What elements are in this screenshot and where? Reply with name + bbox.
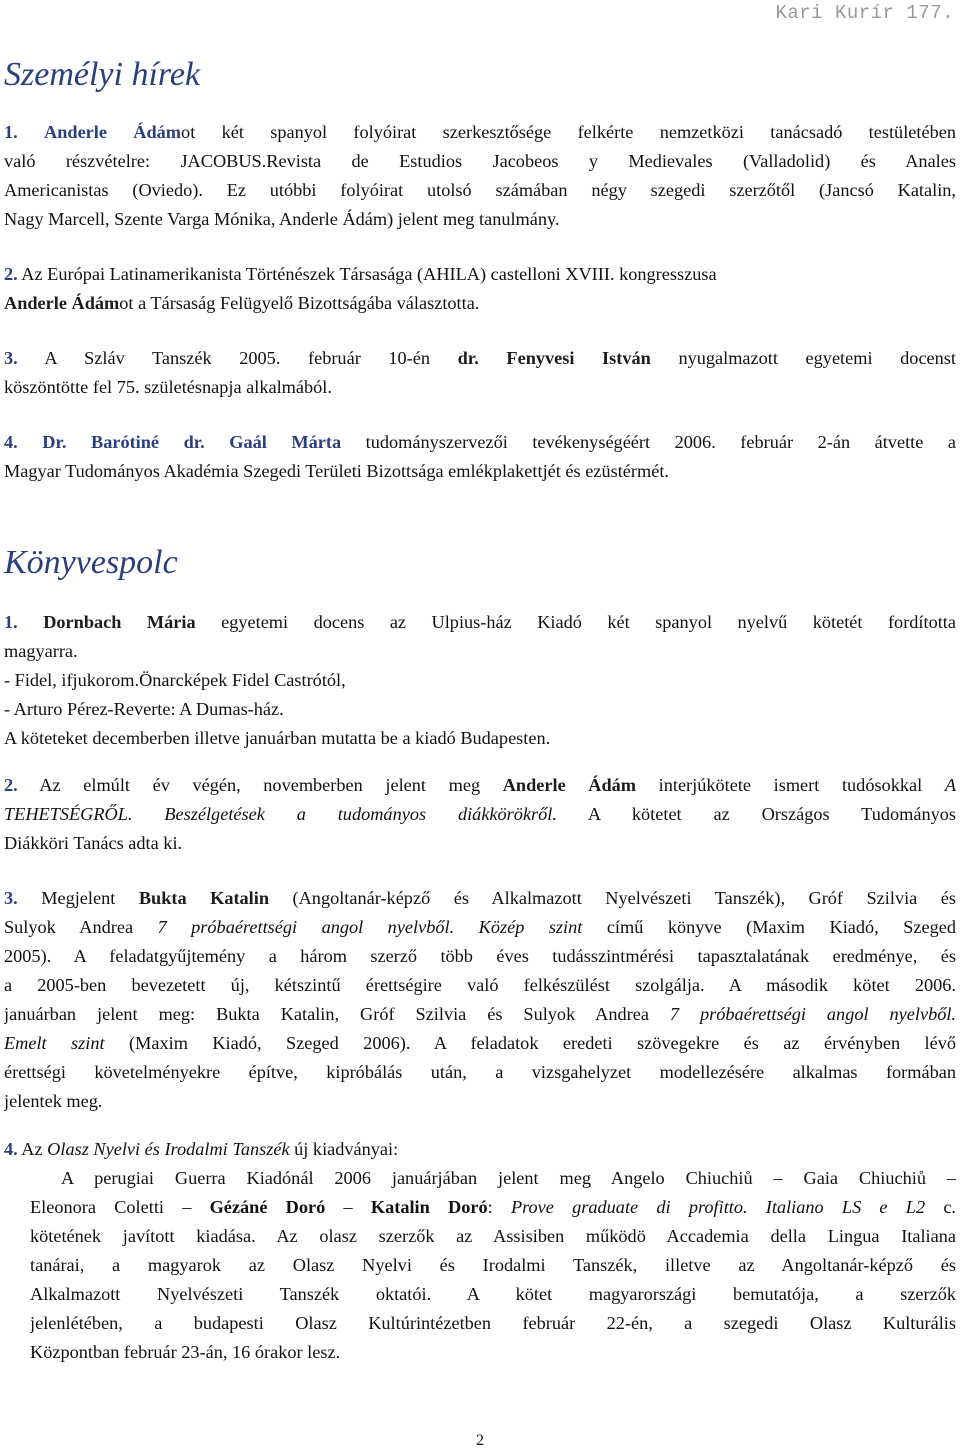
text: A kötetet az Országos Tudományos bbox=[556, 804, 956, 824]
section-title-bookshelf: Könyvespolc bbox=[4, 544, 178, 581]
text-line: Alkalmazott Nyelvészeti Tanszék oktatói. A kötet magyarországi bemutatója, a szerzők bbox=[30, 1284, 956, 1304]
text-line: való részvételre: JACOBUS.Revista de Estudios Jacobeos y Medievales (Valladolid) és Anales bbox=[4, 151, 956, 171]
text: ot a Társaság Felügyelő Bizottságába választotta. bbox=[119, 293, 480, 313]
text: c. bbox=[925, 1197, 956, 1217]
text-line: érettségi követelményekre építve, kipróbálás után, a vizsgahelyzet modellezésére alkalmas formában bbox=[4, 1062, 956, 1082]
page-number: 2 bbox=[476, 1432, 484, 1449]
text: egyetemi docens az Ulpius-ház Kiadó két spanyol nyelvű kötetét fordította bbox=[195, 612, 956, 632]
news-item-3 bbox=[4, 344, 956, 402]
text: Eleonora Coletti – bbox=[30, 1197, 210, 1217]
book-item-2 bbox=[4, 771, 956, 858]
text: Az Európai Latinamerikanista Történészek Társasága (AHILA) castelloni XVIII. kongresszusa bbox=[21, 264, 717, 284]
text-line: jelentek meg. bbox=[4, 1091, 103, 1111]
person-name: Gézáné Doró bbox=[209, 1197, 326, 1217]
section-title-personal-news: Személyi hírek bbox=[4, 56, 201, 93]
person-name: Dr. Barótiné dr. Gaál Márta bbox=[42, 432, 342, 452]
text-line: köszöntötte fel 75. születésnapja alkalmából. bbox=[4, 377, 332, 397]
book-item-1 bbox=[4, 608, 956, 753]
book-item-3 bbox=[4, 884, 956, 1116]
department-name: Olasz Nyelvi és Irodalmi Tanszék bbox=[47, 1139, 290, 1159]
person-name: Katalin Doró bbox=[370, 1197, 488, 1217]
item-number: 1. bbox=[4, 122, 18, 142]
book-item-4-heading bbox=[4, 1135, 956, 1164]
book-title: 7 próbaérettségi angol nyelvből. Közép szint bbox=[157, 917, 583, 937]
person-name: Anderle Ádám bbox=[4, 293, 120, 313]
book-title: TEHETSÉGRŐL. Beszélgetések a tudományos diákkörökről. bbox=[4, 804, 557, 824]
text-line: kötetének javított kiadása. Az olasz szerzők az Assisiben működö Accademia della Lingua Italiana bbox=[30, 1226, 956, 1246]
item-number: 4. bbox=[4, 432, 18, 452]
item-number: 2. bbox=[4, 775, 18, 795]
text: tudományszervezői tevékenységéért 2006. február 2-án átvette a bbox=[341, 432, 956, 452]
text-line: - Arturo Pérez-Reverte: A Dumas-ház. bbox=[4, 699, 284, 719]
person-name: Anderle Ádám bbox=[502, 775, 637, 795]
text: (Maxim Kiadó, Szeged 2006). A feladatok eredeti szövegekre és az érvényben lévő bbox=[104, 1033, 956, 1053]
text: ot két spanyol folyóirat szerkesztősége felkérte nemzetközi tanácsadó testületében bbox=[181, 122, 956, 142]
book-title: Prove graduate di profitto. Italiano LS e L2 bbox=[510, 1197, 926, 1217]
person-name: Anderle Ádám bbox=[44, 122, 182, 142]
item-number: 3. bbox=[4, 888, 18, 908]
text-line: A perugiai Guerra Kiadónál 2006 januárjában jelent meg Angelo Chiuchiů – Gaia Chiuchiů – bbox=[61, 1168, 956, 1188]
text: új kiadványai: bbox=[289, 1139, 399, 1159]
book-title: 7 próbaérettségi angol nyelvből. bbox=[669, 1004, 956, 1024]
text-line: Magyar Tudományos Akadémia Szegedi Területi Bizottsága emlékplakettjét és ezüstérmét. bbox=[4, 461, 669, 481]
text: januárban jelent meg: Bukta Katalin, Gróf Szilvia és Sulyok Andrea bbox=[4, 1004, 670, 1024]
issue-mark: Kari Kurír 177. bbox=[775, 2, 954, 24]
item-number: 4. bbox=[4, 1139, 18, 1159]
text: Sulyok Andrea bbox=[4, 917, 158, 937]
text-line: jelenlétében, a budapesti Olasz Kultúrintézetben február 22-én, a szegedi Olasz Kulturális bbox=[30, 1313, 956, 1333]
text: interjúkötete ismert tudósokkal bbox=[636, 775, 945, 795]
text: A Szláv Tanszék 2005. február 10-én bbox=[44, 348, 458, 368]
text-line: Americanistas (Oviedo). Ez utóbbi folyóirat utolsó számában négy szegedi szerzőtől (Jancsó Katalin, bbox=[4, 180, 956, 200]
item-number: 3. bbox=[4, 348, 18, 368]
news-item-2 bbox=[4, 260, 956, 318]
text-line: - Fidel, ifjukorom.Önarcképek Fidel Castrótól, bbox=[4, 670, 346, 690]
book-title: Emelt szint bbox=[4, 1033, 105, 1053]
text: (Angoltanár-képző és Alkalmazott Nyelvészeti Tanszék), Gróf Szilvia és bbox=[269, 888, 956, 908]
text-line: Központban február 23-án, 16 órakor lesz. bbox=[30, 1342, 341, 1362]
book-title: A bbox=[944, 775, 956, 795]
text: Megjelent bbox=[41, 888, 139, 908]
person-name: Bukta Katalin bbox=[138, 888, 270, 908]
book-item-4-body bbox=[30, 1164, 956, 1367]
text: Az bbox=[21, 1139, 48, 1159]
person-name: dr. Fenyvesi István bbox=[457, 348, 651, 368]
text-line: A köteteket decemberben illetve januárban mutatta be a kiadó Budapesten. bbox=[4, 728, 551, 748]
text-line: Nagy Marcell, Szente Varga Mónika, Anderle Ádám) jelent meg tanulmány. bbox=[4, 209, 560, 229]
item-number: 1. bbox=[4, 612, 18, 632]
text-line: tanárai, a magyarok az Olasz Nyelvi és Irodalmi Tanszék, illetve az Angoltanár-képző és bbox=[30, 1255, 956, 1275]
text-line: 2005). A feladatgyűjtemény a három szerző több éves tudásszintmérési tapasztalatának eredménye, és bbox=[4, 946, 956, 966]
text-line: Diákköri Tanács adta ki. bbox=[4, 833, 183, 853]
text: Az elmúlt év végén, novemberben jelent meg bbox=[39, 775, 503, 795]
news-item-1 bbox=[4, 118, 956, 234]
text: – bbox=[325, 1197, 371, 1217]
person-name: Dornbach Mária bbox=[43, 612, 196, 632]
text: : bbox=[487, 1197, 511, 1217]
text-line: a 2005-ben bevezetett új, kétszintű érettségire való felkészülést szolgálja. A második kötet 2006. bbox=[4, 975, 956, 995]
text-line: magyarra. bbox=[4, 641, 78, 661]
item-number: 2. bbox=[4, 264, 18, 284]
news-item-4 bbox=[4, 428, 956, 486]
text: című könyve (Maxim Kiadó, Szeged bbox=[582, 917, 956, 937]
text: nyugalmazott egyetemi docenst bbox=[650, 348, 956, 368]
